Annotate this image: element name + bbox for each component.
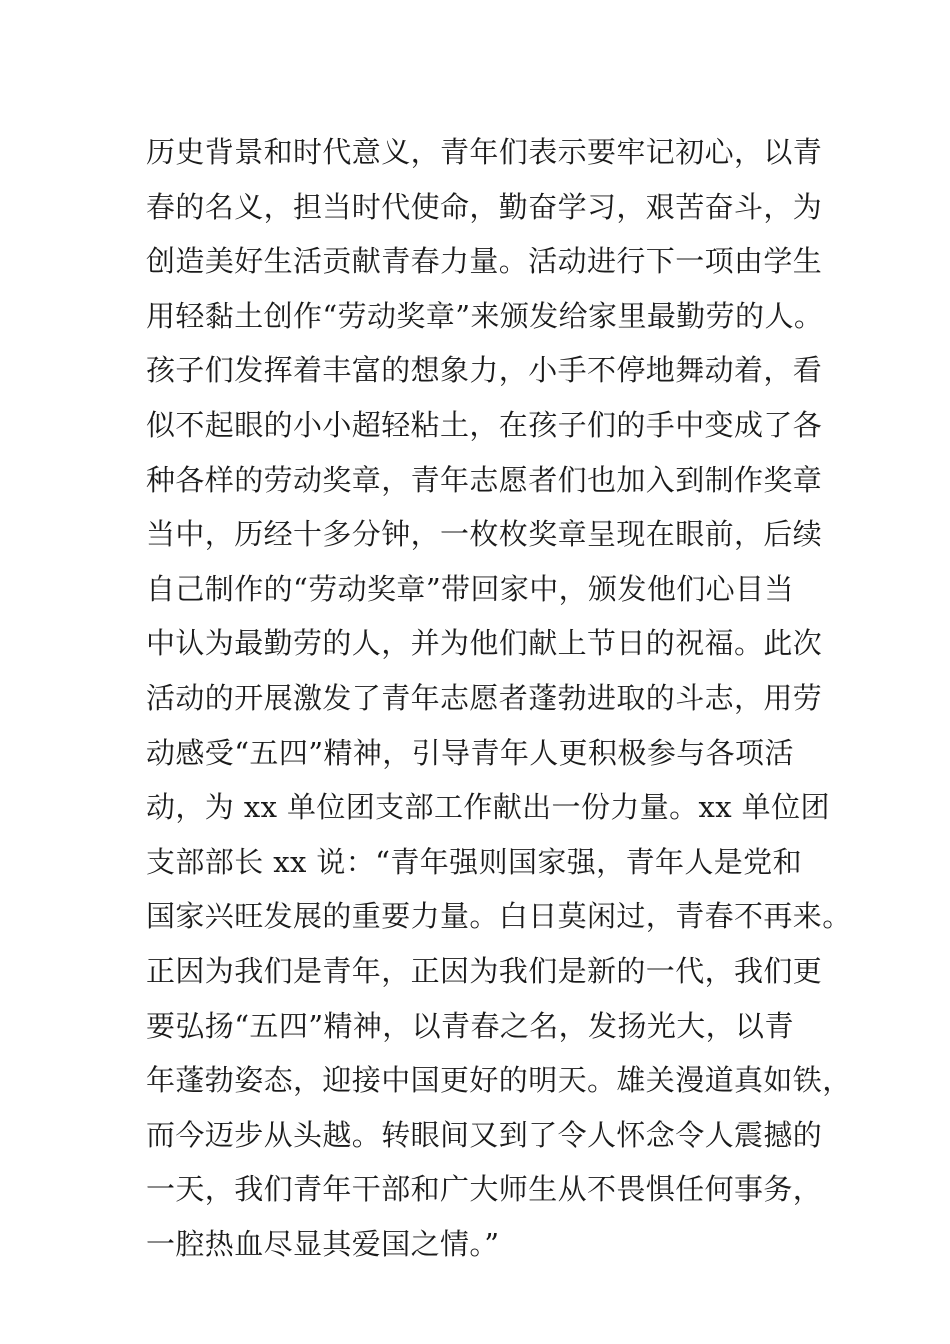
text-line: 用轻黏土创作“劳动奖章”来颁发给家里最勤劳的人。: [146, 298, 824, 333]
text-line: 一天，我们青年干部和广大师生从不畏惧任何事务，: [146, 1172, 823, 1207]
text-line: 动感受“五四”精神，引导青年人更积极参与各项活: [146, 735, 794, 770]
text-line: 动，为 xx 单位团支部工作献出一份力量。xx 单位团: [146, 790, 830, 825]
text-line: 似不起眼的小小超轻粘土，在孩子们的手中变成了各: [146, 407, 823, 442]
text-line: 创造美好生活贡献青春力量。活动进行下一项由学生: [146, 244, 823, 279]
text-line: 国家兴旺发展的重要力量。白日莫闲过，青春不再来。: [146, 899, 852, 934]
text-line: 正因为我们是青年，正因为我们是新的一代，我们更: [146, 953, 823, 988]
text-line: 支部部长 xx 说：“青年强则国家强，青年人是党和: [146, 844, 802, 879]
text-line: 种各样的劳动奖章，青年志愿者们也加入到制作奖章: [146, 462, 823, 497]
text-line: 中认为最勤劳的人，并为他们献上节日的祝福。此次: [146, 626, 823, 661]
text-line: 年蓬勃姿态，迎接中国更好的明天。雄关漫道真如铁，: [146, 1063, 852, 1098]
text-line: 一腔热血尽显其爱国之情。”: [146, 1226, 500, 1261]
text-line: 春的名义，担当时代使命，勤奋学习，艰苦奋斗，为: [146, 189, 823, 224]
body-paragraph: [146, 125, 852, 1271]
text-line: 活动的开展激发了青年志愿者蓬勃进取的斗志，用劳: [146, 680, 823, 715]
text-line: 历史背景和时代意义，青年们表示要牢记初心，以青: [146, 135, 823, 169]
text-line: 孩子们发挥着丰富的想象力，小手不停地舞动着，看: [146, 353, 823, 388]
text-line: 当中，历经十多分钟，一枚枚奖章呈现在眼前，后续: [146, 517, 823, 552]
text-line: 自己制作的“劳动奖章”带回家中，颁发他们心目当: [146, 571, 794, 606]
text-line: 而今迈步从头越。转眼间又到了令人怀念令人震撼的: [146, 1117, 823, 1152]
text-line: 要弘扬“五四”精神，以青春之名，发扬光大，以青: [146, 1008, 794, 1043]
